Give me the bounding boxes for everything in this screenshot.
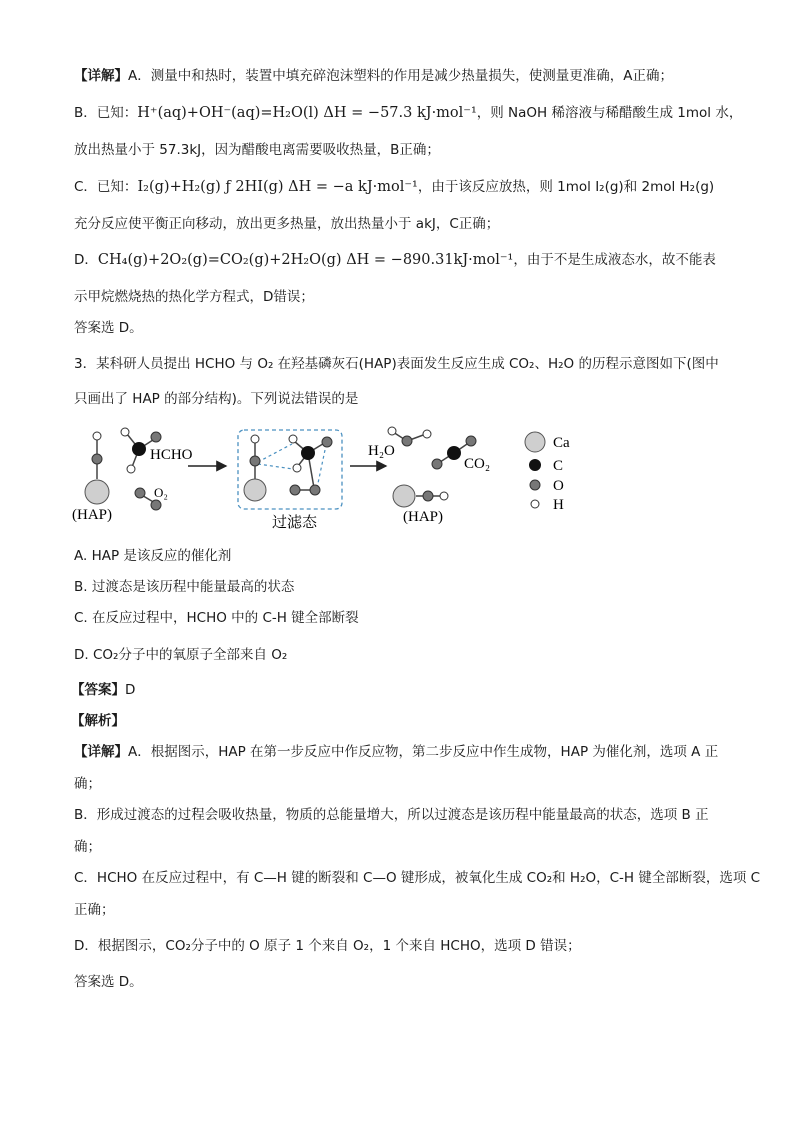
explanation-c-line2: 正确； [74,902,115,918]
oxygen-atom [310,485,320,495]
prev-line-d2: 示甲烷燃烧热的热化学方程式，D错误； [74,289,314,305]
answer-value: D [125,682,136,698]
o2-label: O₂ [154,485,168,500]
prev-option-d-text: ，由于不是生成液态水，故不能表 [513,252,716,268]
answer-line [71,680,135,700]
legend-carbon-swatch [529,459,541,471]
legend-carbon-label: C [553,458,564,474]
oxygen-atom [402,436,412,446]
calcium-atom [85,480,109,504]
oxygen-atom [92,454,102,464]
prev-line-b [74,103,742,123]
oxygen-atom [250,456,260,466]
option-d: D. CO₂分子中的氧原子全部来自 O₂ [74,647,288,663]
legend-hydrogen-swatch [531,500,539,508]
prev-option-b-text: ，则 NaOH 稀溶液与稀醋酸生成 1mol 水， [476,105,743,121]
explanation-b-line2: 确； [74,839,101,855]
question-stem-line2: 只画出了 HAP 的部分结构)。下列说法错误的是 [74,391,359,407]
hydrogen-atom [251,435,259,443]
prev-line-c2: 充分反应使平衡正向移动，放出更多热量，放出热量小于 akJ，C正确； [74,216,500,232]
explanation-b-line1: B．形成过渡态的过程会吸收热量，物质的总能量增大，所以过渡态是该历程中能量最高的状态，选项 B 正 [74,807,709,823]
final-answer: 答案选 D。 [74,974,143,990]
carbon-atom [132,442,146,456]
detail-label: 【详解】 [74,744,128,760]
legend-oxygen-label: O [553,478,564,494]
explanation-a-text: A．根据图示，HAP 在第一步反应中作反应物，第二步反应中作生成物，HAP 为催化剂，选项 A 正 [128,744,719,760]
legend-calcium-swatch [525,432,545,452]
option-c: C. 在反应过程中，HCHO 中的 C-H 键全部断裂 [74,610,359,626]
detail-label: 【详解】 [74,68,128,84]
prev-line-b2: 放出热量小于 57.3kJ，因为醋酸电离需要吸收热量，B正确； [74,142,440,158]
hap-label-right: (HAP) [403,509,443,525]
oxygen-atom [290,485,300,495]
prev-equation-d: CH₄(g)+2O₂(g)=CO₂(g)+2H₂O(g) ΔH = −890.31kJ·mol⁻¹ [97,252,514,268]
calcium-atom [393,485,415,507]
hcho-label: HCHO [150,447,193,463]
hydrogen-atom [289,435,297,443]
carbon-atom [447,446,461,460]
prev-option-b-prefix: B．已知： [74,105,138,121]
explanation-a-line2: 确； [74,776,101,792]
reactant-group [72,428,193,523]
calcium-atom [244,479,266,501]
legend-calcium-label: Ca [553,435,570,451]
oxygen-atom [423,491,433,501]
h2o-label: H₂O [368,443,395,459]
prev-line-d [74,250,716,270]
prev-option-d-prefix: D． [74,252,98,268]
prev-equation-c: I₂(g)+H₂(g) ƒ 2HI(g) ΔH = −a kJ·mol⁻¹ [137,179,418,195]
hydrogen-atom [440,492,448,500]
question-stem-line1: 3．某科研人员提出 HCHO 与 O₂ 在羟基磷灰石(HAP)表面发生反应生成 CO₂、H₂O 的历程示意图如下(图中 [74,356,719,372]
carbon-atom [301,446,315,460]
explanation-a-line1 [74,742,718,762]
hydrogen-atom [293,464,301,472]
answer-label: 【答案】 [71,682,125,698]
legend-oxygen-swatch [530,480,540,490]
reaction-mechanism-figure [60,422,620,532]
explanation-c-line1: C．HCHO 在反应过程中，有 C—H 键的断裂和 C—O 键形成，被氧化生成 CO₂和 H₂O，C-H 键全部断裂，选项 C [74,870,761,886]
product-group [368,427,490,525]
hydrogen-atom [121,428,129,436]
oxygen-atom [151,500,161,510]
oxygen-atom [432,459,442,469]
hap-label-left: (HAP) [72,507,112,523]
transition-state-group [238,430,342,531]
prev-option-c-text: ，由于该反应放热，则 1mol I₂(g)和 2mol H₂(g) [417,179,715,195]
legend-hydrogen-label: H [553,497,564,513]
transition-state-label: 过滤态 [272,515,318,531]
oxygen-atom [466,436,476,446]
prev-option-a: A．测量中和热时，装置中填充碎泡沫塑料的作用是减少热量损失，使测量更准确，A正确； [128,68,673,84]
prev-equation-b: H⁺(aq)+OH⁻(aq)=H₂O(l) ΔH = −57.3 kJ·mol⁻¹ [137,105,477,121]
option-b: B. 过渡态是该历程中能量最高的状态 [74,579,295,595]
prev-option-c-prefix: C．已知： [74,179,138,195]
hydrogen-atom [423,430,431,438]
explanation-d-line: D．根据图示，CO₂分子中的 O 原子 1 个来自 O₂，1 个来自 HCHO，选项 D 错误； [74,938,581,954]
option-a: A. HAP 是该反应的催化剂 [74,548,232,564]
oxygen-atom [322,437,332,447]
atom-legend [525,432,570,513]
oxygen-atom [135,488,145,498]
prev-answer: 答案选 D。 [74,320,143,336]
hydrogen-atom [93,432,101,440]
prev-line-c [74,177,714,197]
co2-label: CO₂ [464,456,491,472]
hydrogen-atom [388,427,396,435]
hydrogen-atom [127,465,135,473]
analysis-label-text: 【解析】 [71,713,125,729]
prev-line-a [74,66,673,86]
oxygen-atom [151,432,161,442]
analysis-label [71,711,125,731]
